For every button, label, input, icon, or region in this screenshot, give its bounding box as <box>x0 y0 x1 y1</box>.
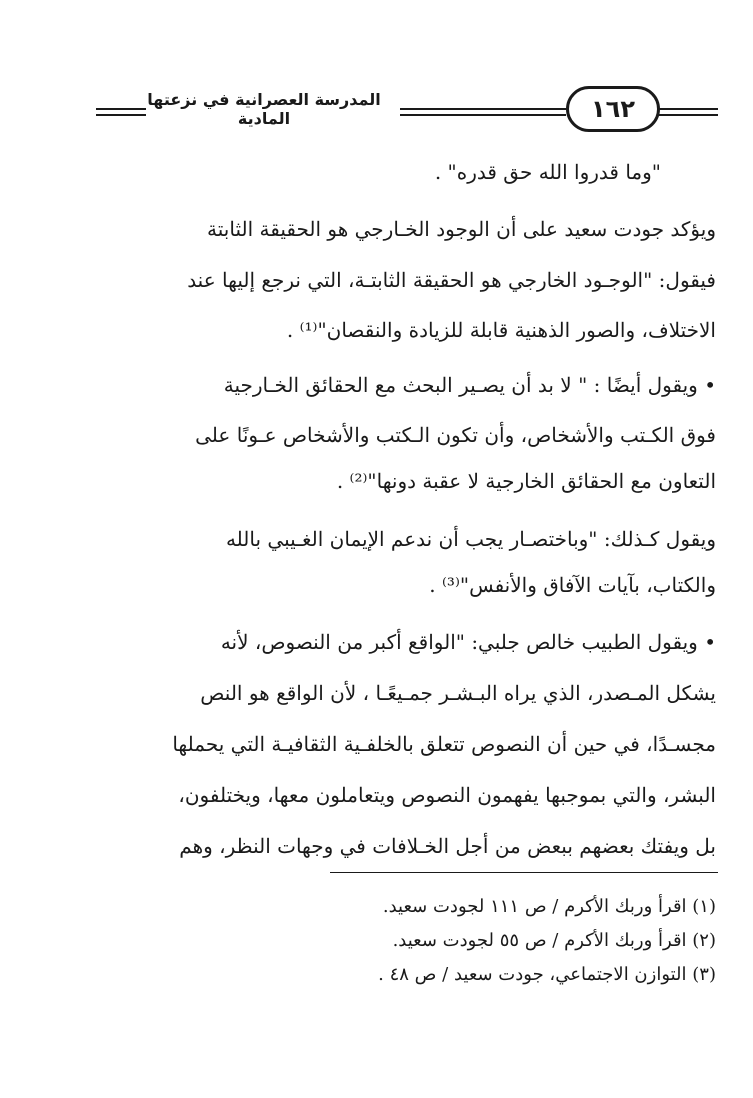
footnote-3: (٣) التوازن الاجتماعي، جودت سعيد / ص ٤٨ . <box>378 964 716 985</box>
text-line: الاختلاف، والصور الذهنية قابلة للزيادة والنقصان"⁽¹⁾ . <box>286 318 716 342</box>
header-rule-right-2 <box>658 114 718 116</box>
text-line: مجسـدًا، في حين أن النصوص تتعلق بالخلفـية الثقافيـة التي يحملها <box>172 732 716 756</box>
text-line: ويقول كـذلك: "وباختصـار يجب أن ندعم الإيمان الغـيبي بالله <box>225 527 716 551</box>
text-line: • ويقول أيضًا : " لا بد أن يصـير البحث مع الحقائق الخـارجية <box>223 373 716 397</box>
text-line: فوق الكـتب والأشخاص، وأن تكون الـكتب والأشخاص عـونًا على <box>195 423 716 447</box>
text-line: بل ويفتك بعضهم ببعض من أجل الخـلافات في وجهات النظر، وهم <box>179 834 716 858</box>
header-rule-middle <box>400 108 566 110</box>
header-rule-left-2 <box>96 114 146 116</box>
text-line: البشر، والتي بموجبها يفهمون النصوص ويتعاملون معها، ويختلفون، <box>178 783 716 807</box>
footnote-1: (١) اقرأ وربك الأكرم / ص ١١١ لجودت سعيد. <box>382 896 716 917</box>
footnote-divider <box>330 872 718 873</box>
header-rule-middle-2 <box>400 114 566 116</box>
running-title: المدرسة العصرانية في نزعتها المادية <box>147 90 381 128</box>
text-line: فيقول: "الوجـود الخارجي هو الحقيقة الثابتـة، التي نرجع إليها عند <box>187 268 716 292</box>
text-line: التعاون مع الحقائق الخارجية لا عقبة دونها"⁽²⁾ . <box>336 469 716 493</box>
text-line: • ويقول الطبيب خالص جلبي: "الواقع أكبر من النصوص، لأنه <box>220 630 716 654</box>
text-line: والكتاب، بآيات الآفاق والأنفس"⁽³⁾ . <box>429 573 716 597</box>
page-header <box>0 0 753 150</box>
text-line: "وما قدروا الله حق قدره" . <box>434 160 661 184</box>
header-rule-right <box>658 108 718 110</box>
text-line: ويؤكد جودت سعيد على أن الوجود الخـارجي هو الحقيقة الثابتة <box>207 217 716 241</box>
text-line: يشكل المـصدر، الذي يراه البـشـر جمـيعًـا ، لأن الواقع هو النص <box>200 681 716 705</box>
header-rule-left <box>96 108 146 110</box>
footnote-2: (٢) اقرأ وربك الأكرم / ص ٥٥ لجودت سعيد. <box>392 930 716 951</box>
page-number: ١٦٢ <box>566 86 660 132</box>
